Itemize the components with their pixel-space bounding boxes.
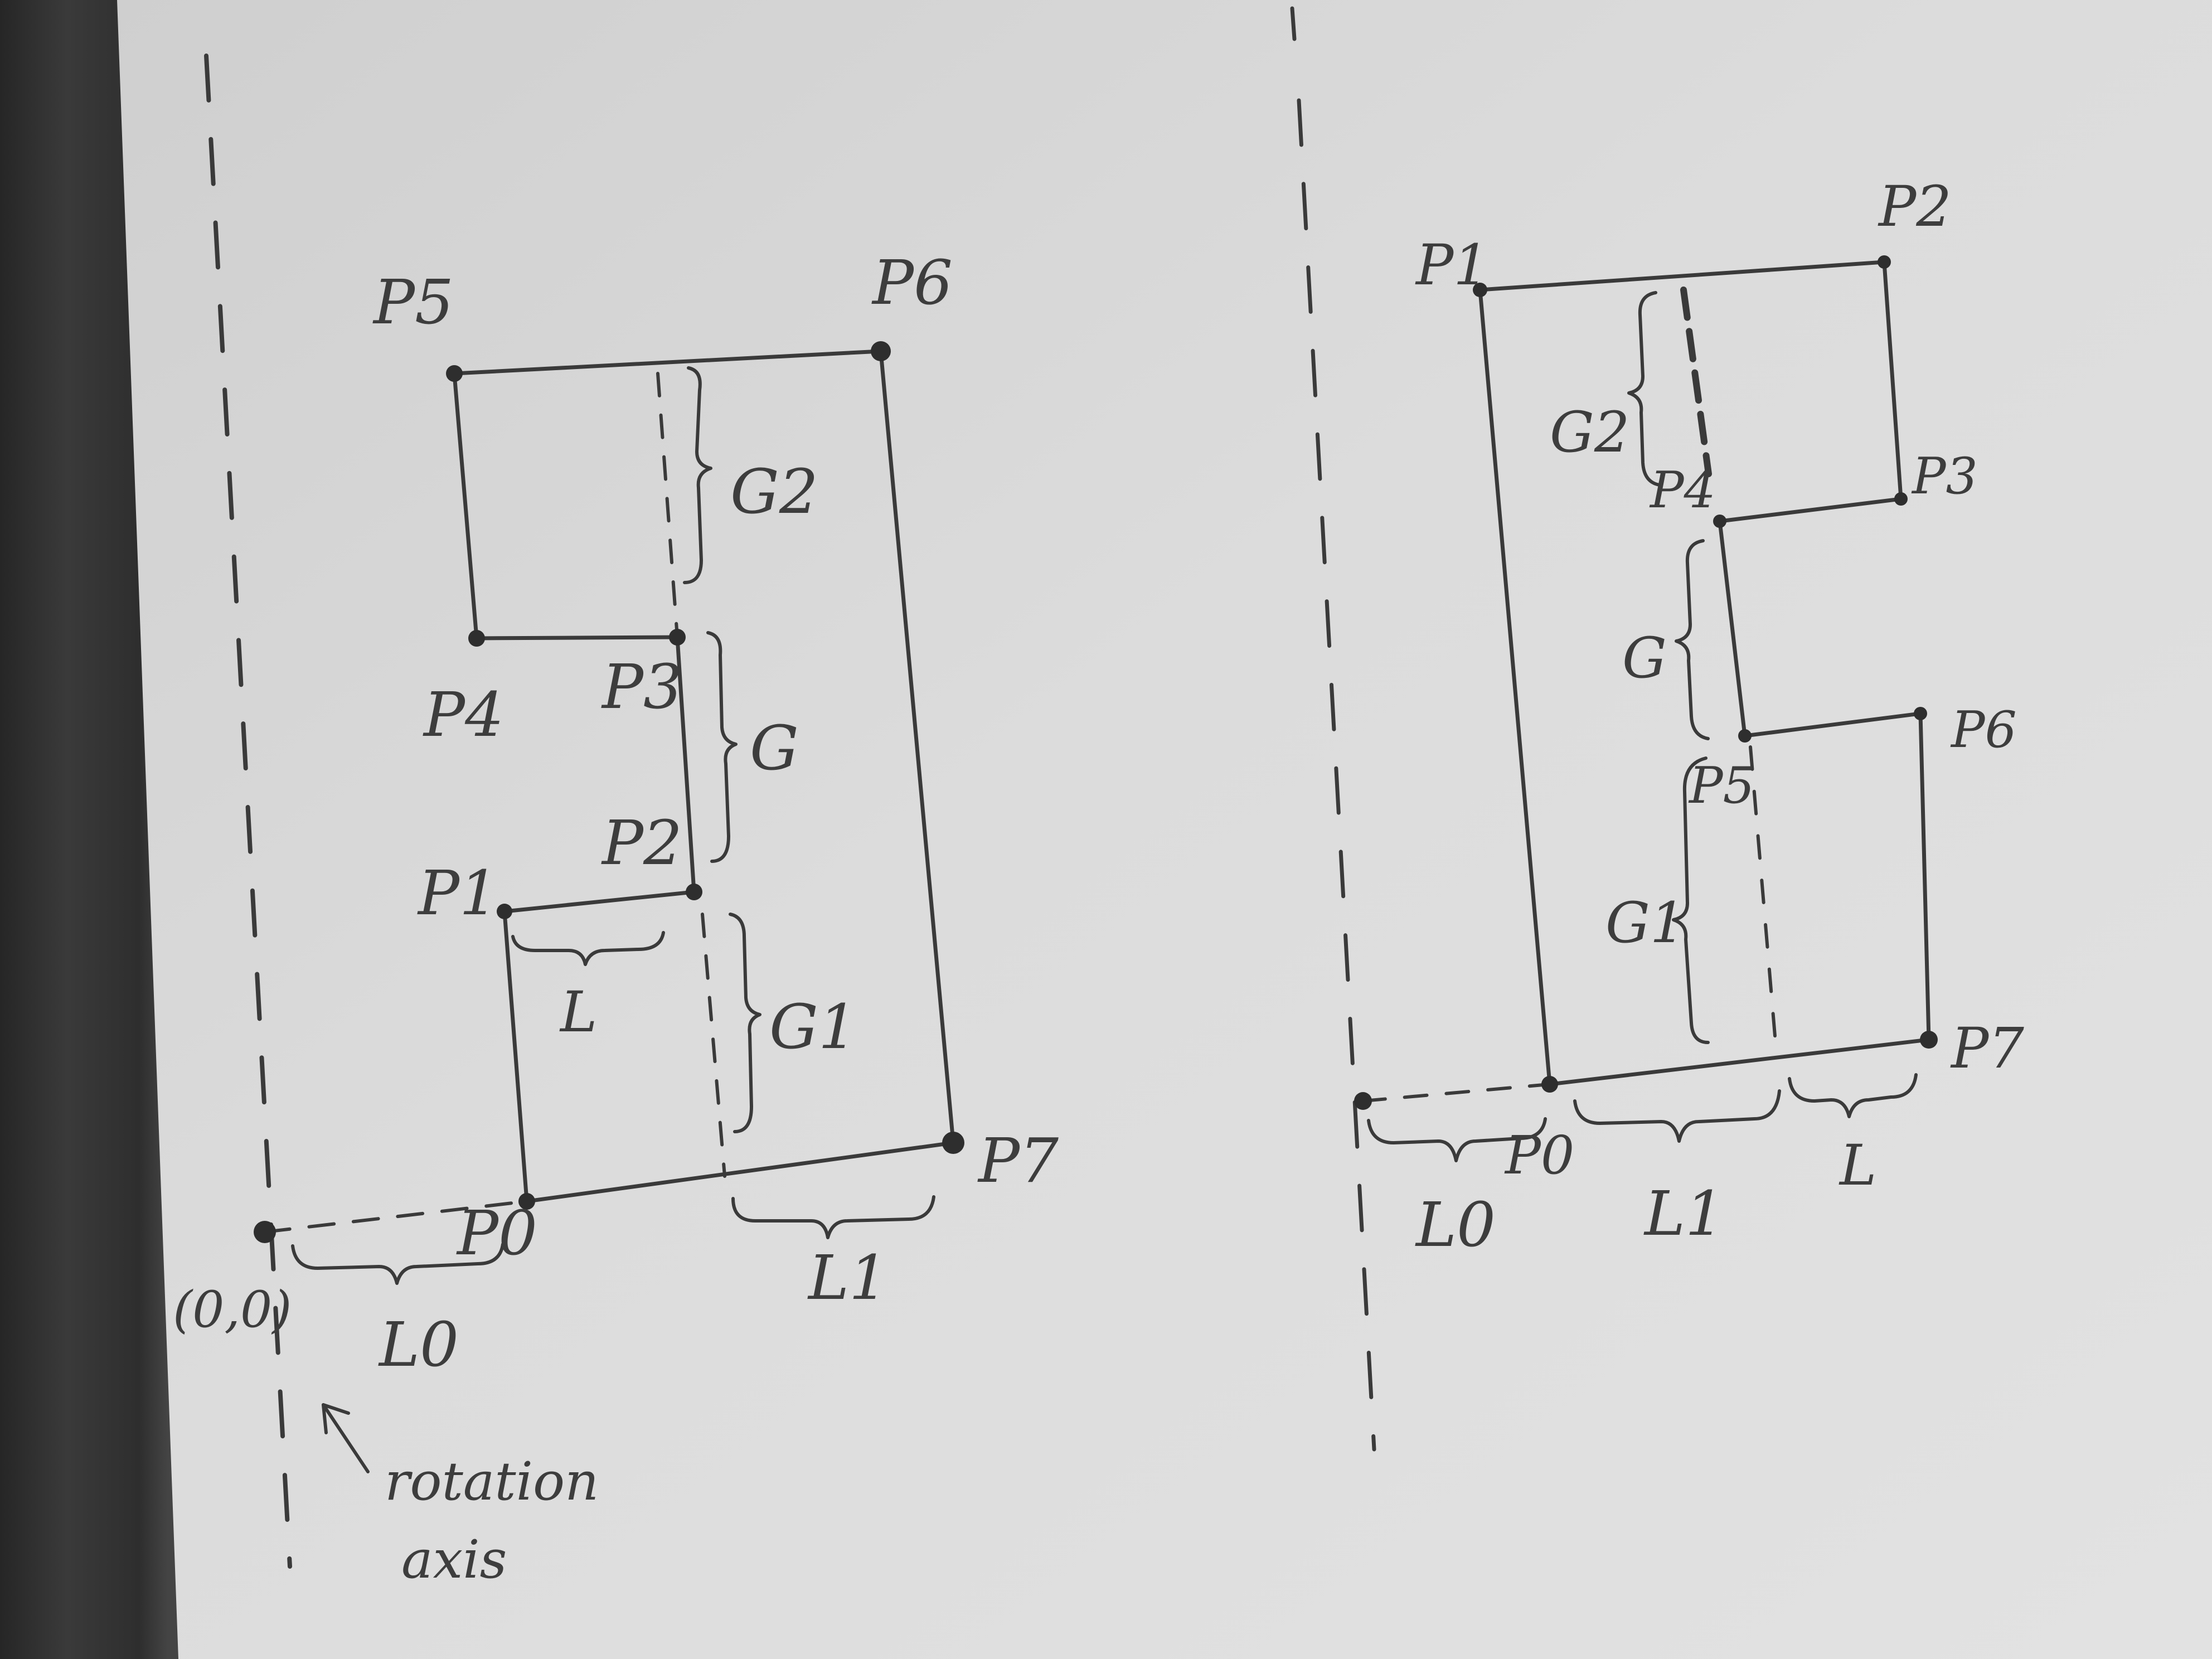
right-point-p0 xyxy=(1541,1076,1558,1093)
right-label-p0: P0 xyxy=(1505,1125,1575,1186)
right-label-p4: P4 xyxy=(1650,461,1716,520)
label-p3: P3 xyxy=(602,651,682,722)
paper-sheet xyxy=(117,0,2212,1659)
right-label-g: G xyxy=(1622,625,1667,691)
point-p1 xyxy=(497,904,512,919)
label-g: G xyxy=(750,712,799,784)
label-p1: P1 xyxy=(418,857,498,929)
label-p6: P6 xyxy=(872,247,953,318)
label-p2: P2 xyxy=(602,807,682,879)
point-p6 xyxy=(871,341,891,361)
right-label-p7: P7 xyxy=(1951,1016,2024,1081)
point-p3 xyxy=(669,629,686,646)
right-label-p2: P2 xyxy=(1879,174,1952,239)
point-p7 xyxy=(942,1132,964,1154)
right-label-p3: P3 xyxy=(1912,447,1978,506)
label-g1: G1 xyxy=(769,991,857,1063)
right-point-p6 xyxy=(1914,707,1927,720)
right-label-g2: G2 xyxy=(1550,400,1630,465)
right-label-g1: G1 xyxy=(1605,890,1686,955)
label-p4: P4 xyxy=(424,679,504,750)
axis-note-line1: rotation xyxy=(385,1451,599,1512)
edge-p4-p3 xyxy=(477,637,677,638)
label-p7: P7 xyxy=(978,1125,1059,1196)
point-p5 xyxy=(446,365,463,382)
right-label-p6: P6 xyxy=(1951,701,2017,759)
label-origin: (0,0) xyxy=(173,1280,292,1339)
right-label-p1: P1 xyxy=(1416,232,1489,298)
label-l1: L1 xyxy=(808,1242,889,1313)
right-label-l1: L1 xyxy=(1645,1178,1725,1249)
page-divider-mark xyxy=(1292,8,1294,39)
right-point-p7 xyxy=(1920,1031,1938,1049)
right-label-l: L xyxy=(1840,1133,1877,1198)
right-point-p5 xyxy=(1738,729,1752,743)
label-p5: P5 xyxy=(373,266,454,338)
right-label-p5: P5 xyxy=(1689,756,1755,815)
axis-note-line2: axis xyxy=(401,1529,507,1590)
label-l0: L0 xyxy=(379,1309,459,1380)
right-point-p3 xyxy=(1894,492,1908,506)
label-g2: G2 xyxy=(730,456,818,527)
label-l: L xyxy=(560,979,598,1045)
right-point-p2 xyxy=(1878,255,1891,269)
point-origin xyxy=(254,1221,276,1243)
label-p0: P0 xyxy=(457,1197,537,1269)
point-p4 xyxy=(468,630,485,647)
right-origin xyxy=(1354,1092,1372,1110)
right-label-l0: L0 xyxy=(1416,1189,1496,1260)
point-p2 xyxy=(686,884,702,900)
